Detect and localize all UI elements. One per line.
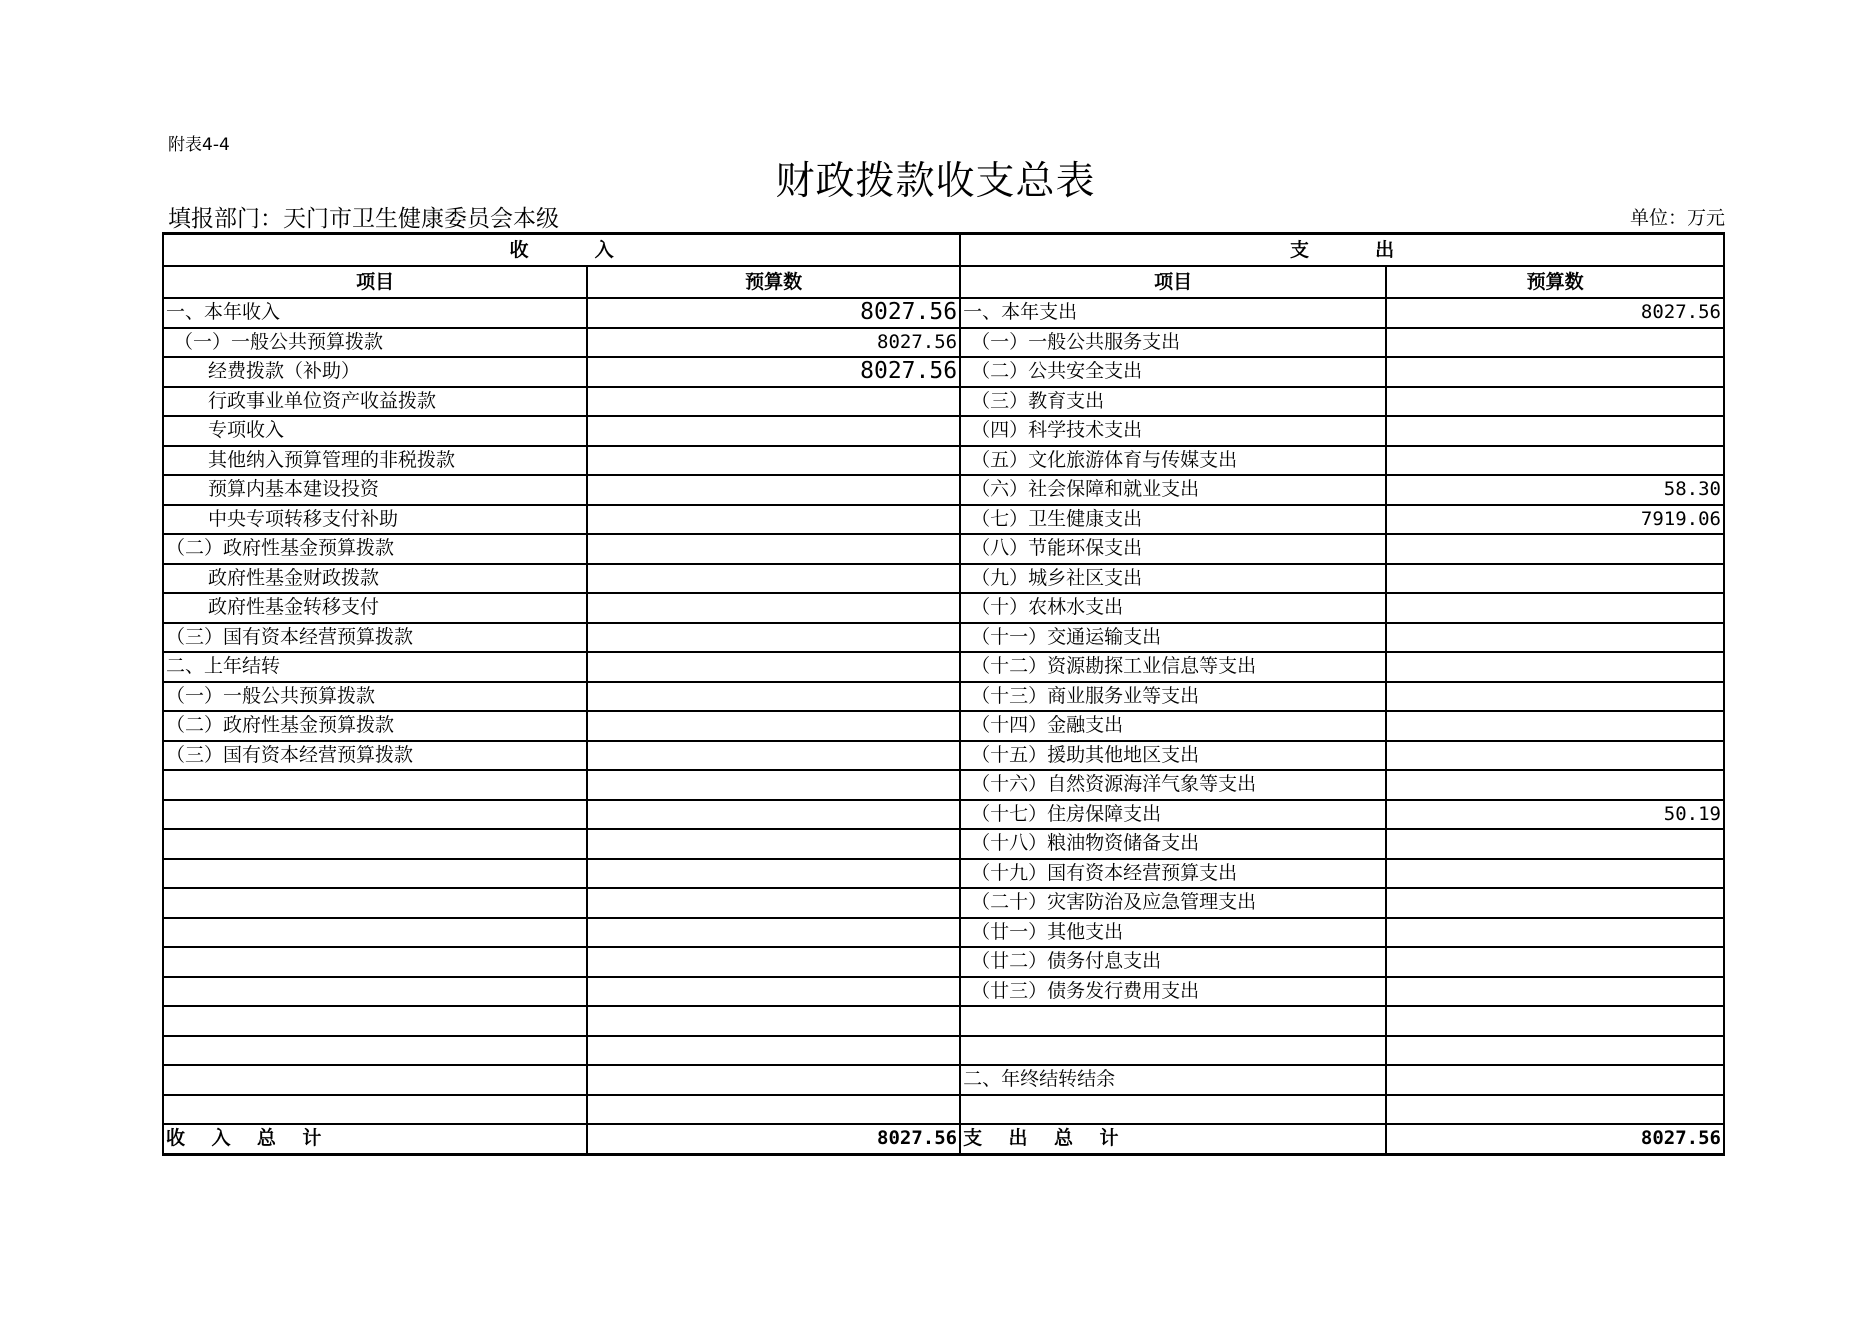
expense-budget-cell — [1386, 328, 1724, 358]
income-item-cell: （一）一般公共预算拨款 — [163, 682, 587, 712]
table-row — [163, 918, 1724, 948]
table-row — [163, 1065, 1724, 1095]
income-budget-cell — [587, 475, 960, 505]
table-row — [163, 947, 1724, 977]
income-budget-cell — [587, 800, 960, 830]
income-budget-cell — [587, 918, 960, 948]
expense-budget-cell — [1386, 623, 1724, 653]
income-item-header: 项目 — [163, 266, 587, 298]
income-budget-cell — [587, 888, 960, 918]
income-budget-cell — [587, 416, 960, 446]
income-item-cell: 经费拨款（补助） — [163, 357, 587, 387]
expense-budget-cell — [1386, 741, 1724, 771]
income-item-cell: （一）一般公共预算拨款 — [163, 328, 587, 358]
income-budget-cell — [587, 859, 960, 889]
income-item-cell: 政府性基金转移支付 — [163, 593, 587, 623]
expense-budget-header: 预算数 — [1386, 266, 1724, 298]
income-item-cell — [163, 1065, 587, 1095]
table-row — [163, 505, 1724, 535]
expense-budget-cell — [1386, 534, 1724, 564]
income-budget-cell — [587, 505, 960, 535]
expense-budget-cell — [1386, 652, 1724, 682]
table-row — [163, 741, 1724, 771]
table-row — [163, 564, 1724, 594]
income-item-cell — [163, 947, 587, 977]
expense-budget-cell — [1386, 1006, 1724, 1036]
income-item-cell — [163, 977, 587, 1007]
income-total-value: 8027.56 — [587, 1124, 960, 1154]
table-row — [163, 770, 1724, 800]
expense-item-header: 项目 — [960, 266, 1386, 298]
income-budget-cell — [587, 623, 960, 653]
income-item-cell — [163, 918, 587, 948]
income-item-cell — [163, 1095, 587, 1125]
income-budget-cell — [587, 593, 960, 623]
expense-budget-cell — [1386, 564, 1724, 594]
expense-budget-cell — [1386, 682, 1724, 712]
expense-budget-cell — [1386, 1065, 1724, 1095]
income-item-cell — [163, 888, 587, 918]
expense-item-cell: （十九）国有资本经营预算支出 — [960, 859, 1386, 889]
expense-budget-cell — [1386, 859, 1724, 889]
income-budget-cell — [587, 829, 960, 859]
income-budget-cell — [587, 1095, 960, 1125]
expense-item-cell: （二十）灾害防治及应急管理支出 — [960, 888, 1386, 918]
expense-budget-cell — [1386, 829, 1724, 859]
income-item-cell: （三）国有资本经营预算拨款 — [163, 741, 587, 771]
income-budget-cell — [587, 977, 960, 1007]
expense-item-cell: （十七）住房保障支出 — [960, 800, 1386, 830]
expense-item-cell: （廿一）其他支出 — [960, 918, 1386, 948]
expense-item-cell: （二）公共安全支出 — [960, 357, 1386, 387]
expense-total-value: 8027.56 — [1386, 1124, 1724, 1154]
expense-item-cell: （十六）自然资源海洋气象等支出 — [960, 770, 1386, 800]
expense-budget-cell — [1386, 888, 1724, 918]
income-budget-cell — [587, 387, 960, 417]
income-item-cell: 其他纳入预算管理的非税拨款 — [163, 446, 587, 476]
expense-item-cell: （廿三）债务发行费用支出 — [960, 977, 1386, 1007]
table-row — [163, 829, 1724, 859]
income-budget-cell — [587, 446, 960, 476]
expense-budget-cell — [1386, 977, 1724, 1007]
income-budget-cell — [587, 534, 960, 564]
income-item-cell: 一、本年收入 — [163, 298, 587, 328]
income-item-cell: 行政事业单位资产收益拨款 — [163, 387, 587, 417]
expense-item-cell: （十四）金融支出 — [960, 711, 1386, 741]
table-row — [163, 623, 1724, 653]
table-row — [163, 387, 1724, 417]
income-budget-cell — [587, 652, 960, 682]
table-row — [163, 357, 1724, 387]
expense-budget-cell — [1386, 416, 1724, 446]
table-row — [163, 475, 1724, 505]
expense-item-cell: （四）科学技术支出 — [960, 416, 1386, 446]
expense-budget-cell: 50.19 — [1386, 800, 1724, 830]
expense-budget-cell — [1386, 387, 1724, 417]
expense-item-cell: 二、年终结转结余 — [960, 1065, 1386, 1095]
income-item-cell: 二、上年结转 — [163, 652, 587, 682]
expense-budget-cell — [1386, 770, 1724, 800]
income-budget-cell — [587, 1065, 960, 1095]
income-item-cell: （二）政府性基金预算拨款 — [163, 534, 587, 564]
expense-header: 支 出 — [960, 234, 1724, 267]
income-budget-cell — [587, 682, 960, 712]
total-row — [163, 1124, 1724, 1154]
table-row — [163, 682, 1724, 712]
income-budget-cell: 8027.56 — [587, 298, 960, 328]
expense-item-cell: （五）文化旅游体育与传媒支出 — [960, 446, 1386, 476]
table-row — [163, 446, 1724, 476]
income-item-cell: 专项收入 — [163, 416, 587, 446]
income-total-label: 收 入 总 计 — [163, 1124, 587, 1154]
income-budget-cell: 8027.56 — [587, 328, 960, 358]
expense-item-cell — [960, 1006, 1386, 1036]
expense-item-cell: （九）城乡社区支出 — [960, 564, 1386, 594]
income-item-cell: 政府性基金财政拨款 — [163, 564, 587, 594]
expense-item-cell: （八）节能环保支出 — [960, 534, 1386, 564]
expense-item-cell: （十三）商业服务业等支出 — [960, 682, 1386, 712]
expense-budget-cell — [1386, 357, 1724, 387]
table-row — [163, 652, 1724, 682]
expense-total-label: 支 出 总 计 — [960, 1124, 1386, 1154]
table-row — [163, 977, 1724, 1007]
expense-item-cell: （三）教育支出 — [960, 387, 1386, 417]
income-budget-cell — [587, 1006, 960, 1036]
table-row — [163, 1036, 1724, 1066]
income-item-cell: 预算内基本建设投资 — [163, 475, 587, 505]
income-item-cell: 中央专项转移支付补助 — [163, 505, 587, 535]
table-row — [163, 593, 1724, 623]
table-row — [163, 416, 1724, 446]
table-row — [163, 711, 1724, 741]
unit-label: 单位：万元 — [1629, 207, 1725, 229]
expense-budget-cell — [1386, 593, 1724, 623]
income-budget-cell: 8027.56 — [587, 357, 960, 387]
table-row — [163, 1006, 1724, 1036]
expense-item-cell: 一、本年支出 — [960, 298, 1386, 328]
department-label: 填报部门：天门市卫生健康委员会本级 — [168, 206, 559, 232]
table-row — [163, 859, 1724, 889]
income-item-cell — [163, 1006, 587, 1036]
expense-budget-cell: 58.30 — [1386, 475, 1724, 505]
income-budget-cell — [587, 947, 960, 977]
page-title: 财政拨款收支总表 — [775, 159, 1096, 204]
income-budget-cell — [587, 711, 960, 741]
expense-item-cell: （七）卫生健康支出 — [960, 505, 1386, 535]
expense-item-cell: （一）一般公共服务支出 — [960, 328, 1386, 358]
expense-item-cell — [960, 1036, 1386, 1066]
expense-item-cell: （十八）粮油物资储备支出 — [960, 829, 1386, 859]
table-row — [163, 534, 1724, 564]
income-budget-cell — [587, 1036, 960, 1066]
expense-item-cell: （六）社会保障和就业支出 — [960, 475, 1386, 505]
income-item-cell — [163, 770, 587, 800]
expense-budget-cell — [1386, 1095, 1724, 1125]
expense-budget-cell — [1386, 918, 1724, 948]
income-item-cell: （三）国有资本经营预算拨款 — [163, 623, 587, 653]
table-row — [163, 888, 1724, 918]
expense-item-cell — [960, 1095, 1386, 1125]
income-item-cell — [163, 800, 587, 830]
income-item-cell — [163, 859, 587, 889]
income-budget-header: 预算数 — [587, 266, 960, 298]
expense-item-cell: （廿二）债务付息支出 — [960, 947, 1386, 977]
attachment-label: 附表4-4 — [168, 135, 230, 155]
table-row — [163, 1095, 1724, 1125]
expense-budget-cell: 8027.56 — [1386, 298, 1724, 328]
income-budget-cell — [587, 741, 960, 771]
expense-budget-cell — [1386, 711, 1724, 741]
expense-budget-cell — [1386, 947, 1724, 977]
expense-budget-cell — [1386, 446, 1724, 476]
expense-item-cell: （十五）援助其他地区支出 — [960, 741, 1386, 771]
income-budget-cell — [587, 770, 960, 800]
income-item-cell — [163, 829, 587, 859]
expense-budget-cell: 7919.06 — [1386, 505, 1724, 535]
table-row — [163, 800, 1724, 830]
table-row — [163, 328, 1724, 358]
expense-item-cell: （十）农林水支出 — [960, 593, 1386, 623]
expense-budget-cell — [1386, 1036, 1724, 1066]
expense-item-cell: （十二）资源勘探工业信息等支出 — [960, 652, 1386, 682]
budget-table — [162, 232, 1725, 1156]
income-item-cell — [163, 1036, 587, 1066]
income-header: 收 入 — [163, 234, 960, 267]
expense-item-cell: （十一）交通运输支出 — [960, 623, 1386, 653]
income-item-cell: （二）政府性基金预算拨款 — [163, 711, 587, 741]
table-row — [163, 298, 1724, 328]
income-budget-cell — [587, 564, 960, 594]
